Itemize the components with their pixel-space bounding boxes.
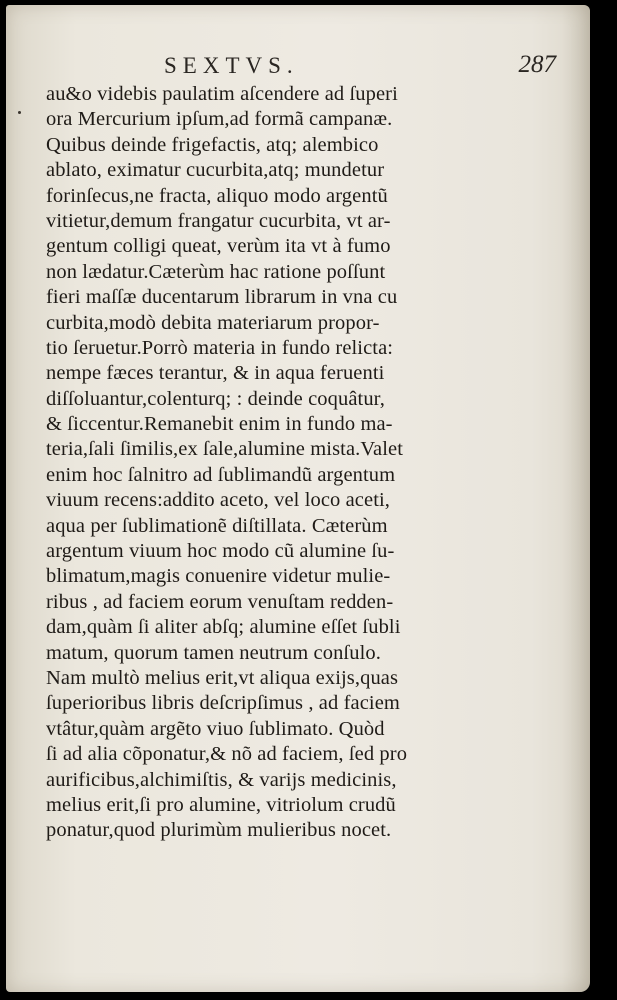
text-line: enim hoc ſalnitro ad ſublimandũ argentum [46, 463, 396, 486]
text-line: & ſiccentur.Remanebit enim in fundo ma- [46, 413, 393, 436]
text-line: ribus , ad faciem eorum venuſtam redden- [46, 590, 394, 613]
text-line: ſi ad alia cõponatur,& nõ ad faciem, ſed pro [46, 743, 408, 766]
text-line: melius erit,ſi pro alumine, vitriolum crudũ [46, 793, 396, 816]
running-head: SEXTVS. [164, 53, 299, 78]
text-line: Nam multò melius erit,vt aliqua exijs,quas [46, 666, 399, 689]
text-line: gentum colligi queat, verùm ita vt à fumo [46, 235, 391, 258]
text-line: Quibus deinde frigefactis, atq; alembico [46, 133, 379, 156]
text-line: vitietur,demum frangatur cucurbita, vt ar- [46, 209, 391, 232]
book-page [6, 5, 590, 992]
body-text [46, 82, 458, 844]
text-line: dam,quàm ſi aliter abſq; alumine eſſet ſubli [46, 616, 401, 639]
text-line: curbita,modò debita materiarum propor- [46, 311, 380, 334]
text-line: ſuperioribus libris deſcripſimus , ad faciem [46, 692, 400, 715]
text-line: tio ſeruetur.Porrò materia in fundo relicta: [46, 336, 394, 359]
text-line: teria,ſali ſimilis,ex ſale,alumine mista.Valet [46, 438, 403, 461]
text-line: viuum recens:addito aceto, vel loco aceti, [46, 489, 391, 512]
text-line: ablato, eximatur cucurbita,atq; mundetur [46, 159, 385, 182]
text-line: forinſecus,ne fracta, aliquo modo argentũ [46, 184, 388, 207]
text-line: non lædatur.Cæterùm hac ratione poſſunt [46, 260, 386, 283]
text-line: blimatum,magis conuenire videtur mulie- [46, 565, 391, 588]
text-line: fieri maſſæ ducentarum librarum in vna cu [46, 286, 398, 309]
text-line: nempe fæces terantur, & in aqua feruenti [46, 362, 385, 385]
text-line: argentum viuum hoc modo cũ alumine ſu- [46, 540, 395, 563]
text-line: ponatur,quod plurimùm mulieribus nocet. [46, 819, 392, 842]
text-line: aqua per ſublimationẽ diſtillata. Cæterùm [46, 514, 388, 537]
text-line: matum, quorum tamen neutrum conſulo. [46, 641, 381, 664]
text-line: aurificibus,alchimiſtis, & varijs medicinis, [46, 768, 397, 791]
page-number: 287 [518, 51, 556, 78]
text-line: au&o videbis paulatim aſcendere ad ſuperi [46, 83, 398, 105]
ink-speck [18, 111, 21, 114]
text-line: vtâtur,quàm argẽto viuo ſublimato. Quòd [46, 717, 385, 740]
text-line: ora Mercurium ipſum,ad formã campanæ. [46, 108, 393, 131]
text-line: diſſoluantur,colenturq; : deinde coquâtur, [46, 387, 386, 410]
